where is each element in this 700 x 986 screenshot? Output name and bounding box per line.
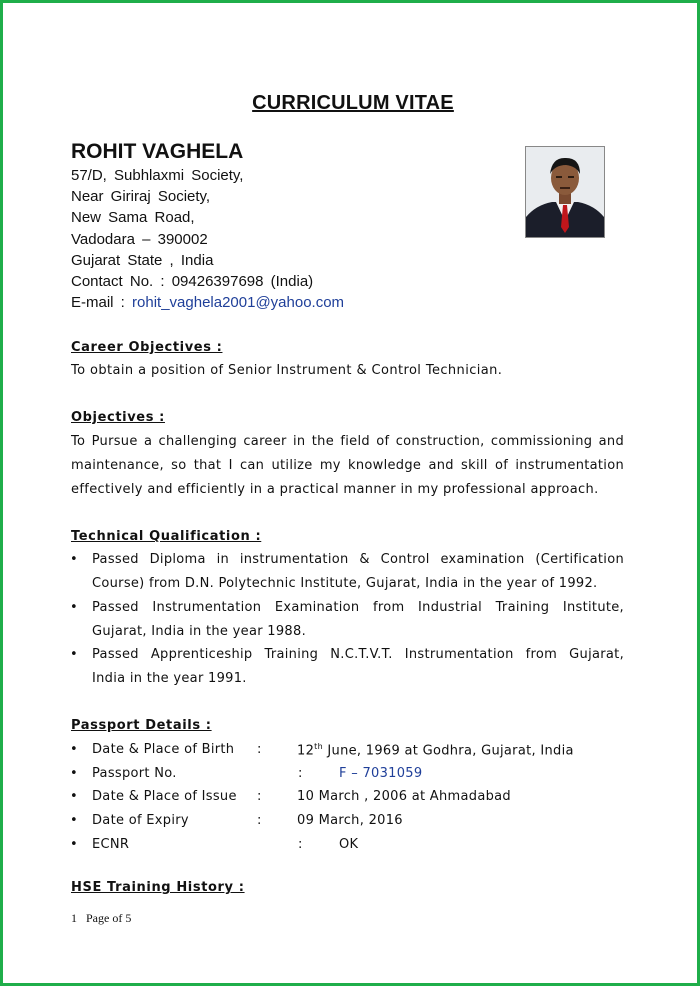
bullet-icon: • <box>70 647 78 662</box>
colon: : <box>298 766 303 781</box>
address-line-4: Vadodara – 390002 <box>71 231 208 248</box>
career-objectives-text: To obtain a position of Senior Instrument & Control Technician. <box>71 363 503 378</box>
tech-item-1-line-2: Course) from D.N. Polytechnic Institute, Gujarat, India in the year of 1992. <box>92 576 598 591</box>
page-count-text: Page of 5 <box>86 911 132 925</box>
birth-value <box>297 742 574 758</box>
email-row <box>71 294 344 311</box>
address-line-1: 57/D, Subhlaxmi Society, <box>71 167 244 184</box>
page-number: 1 <box>71 911 77 925</box>
bullet-icon: • <box>70 742 78 757</box>
objectives-line-3: effectively and efficiently in a practical manner in my professional approach. <box>71 482 599 497</box>
birth-label: Date & Place of Birth <box>92 742 235 757</box>
tech-item-2-line-1: Passed Instrumentation Examination from Industrial Training Institute, <box>92 600 624 615</box>
ecnr-value: OK <box>339 837 359 852</box>
expiry-value: 09 March, 2016 <box>297 813 403 828</box>
birth-day: 12 <box>297 743 315 759</box>
ecnr-label: ECNR <box>92 837 130 852</box>
cv-title: CURRICULUM VITAE <box>252 92 454 114</box>
colon: : <box>257 742 262 757</box>
bullet-icon: • <box>70 766 78 781</box>
candidate-name: ROHIT VAGHELA <box>71 140 244 163</box>
objectives-line-1: To Pursue a challenging career in the field of construction, commissioning and <box>71 434 624 449</box>
email-address[interactable]: rohit_vaghela2001@yahoo.com <box>132 294 345 311</box>
passport-no-label: Passport No. <box>92 766 177 781</box>
passport-details-heading: Passport Details : <box>71 718 212 733</box>
contact-number: Contact No. : 09426397698 (India) <box>71 273 314 290</box>
birth-day-suffix: th <box>314 742 323 751</box>
colon: : <box>257 789 262 804</box>
objectives-heading: Objectives : <box>71 410 165 425</box>
issue-label: Date & Place of Issue <box>92 789 237 804</box>
bullet-icon: • <box>70 600 78 615</box>
colon: : <box>257 813 262 828</box>
objectives-line-2: maintenance, so that I can utilize my knowledge and skill of instrumentation <box>71 458 624 473</box>
tech-item-1-line-1: Passed Diploma in instrumentation & Control examination (Certification <box>92 552 624 567</box>
passport-no-value: F – 7031059 <box>339 766 423 781</box>
tech-item-2-line-2: Gujarat, India in the year 1988. <box>92 624 307 639</box>
page-footer <box>71 911 131 926</box>
bullet-icon: • <box>70 552 78 567</box>
expiry-label: Date of Expiry <box>92 813 189 828</box>
issue-value: 10 March , 2006 at Ahmadabad <box>297 789 511 804</box>
bullet-icon: • <box>70 837 78 852</box>
tech-item-3-line-1: Passed Apprenticeship Training N.C.T.V.T. Instrumentation from Gujarat, <box>92 647 624 662</box>
address-line-5: Gujarat State , India <box>71 252 214 269</box>
bullet-icon: • <box>70 813 78 828</box>
email-label: E-mail : <box>71 294 125 311</box>
tech-item-3-line-2: India in the year 1991. <box>92 671 247 686</box>
colon: : <box>298 837 303 852</box>
career-objectives-heading: Career Objectives : <box>71 340 223 355</box>
hse-training-heading: HSE Training History : <box>71 880 245 895</box>
address-line-3: New Sama Road, <box>71 209 195 226</box>
technical-qualification-heading: Technical Qualification : <box>71 529 262 544</box>
bullet-icon: • <box>70 789 78 804</box>
address-line-2: Near Giriraj Society, <box>71 188 211 205</box>
birth-rest: June, 1969 at Godhra, Gujarat, India <box>322 743 574 759</box>
profile-photo <box>525 146 605 238</box>
